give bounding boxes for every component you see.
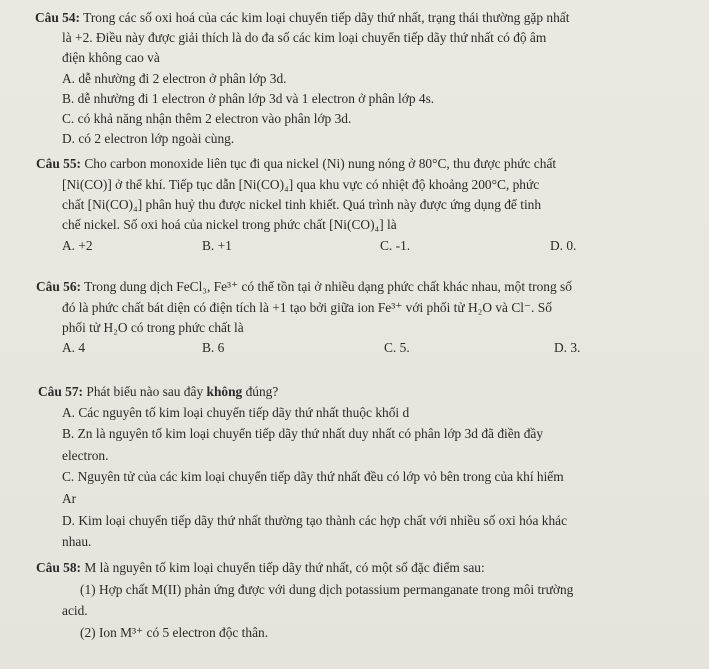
- question-56-label: Câu 56:: [36, 279, 82, 294]
- question-55-line-2: [Ni(CO)] ở thể khí. Tiếp tục dẫn [Ni(CO)₄] qua khu vực có nhiệt độ khoảng 200°C, phức: [62, 177, 540, 192]
- question-55-option-d: D. 0.: [550, 238, 577, 253]
- question-58-statement-1: (1) Hợp chất M(II) phản ứng được với dung dịch potassium permanganate trong môi trường: [80, 582, 574, 597]
- question-56-option-a: A. 4: [62, 340, 86, 355]
- question-54-option-a: A. dễ nhường đi 2 electron ở phân lớp 3d.: [62, 71, 287, 86]
- question-57-option-c-line-1: C. Nguyên tử của các kim loại chuyển tiếp dãy thứ nhất đều có lớp vỏ bên trong của khí hiếm: [62, 469, 564, 484]
- question-54-text-1: Trong các số oxi hoá của các kim loại chuyển tiếp dãy thứ nhất, trạng thái thường gặp nhất: [83, 10, 570, 25]
- question-54-label: Câu 54:: [35, 10, 81, 25]
- question-57-option-a: A. Các nguyên tố kim loại chuyển tiếp dãy thứ nhất thuộc khối d: [62, 405, 410, 420]
- question-55-label: Câu 55:: [36, 156, 82, 171]
- question-56-option-c: C. 5.: [384, 340, 410, 355]
- question-55-line-4: chế nickel. Số oxi hoá của nickel trong phức chất [Ni(CO)₄] là: [62, 217, 397, 232]
- question-56-line-2: đó là phức chất bát diện có điện tích là +1 tạo bởi giữa ion Fe³⁺ với phối tử H₂O và Cl⁻. Số: [62, 300, 552, 315]
- question-55-line-1: [36, 156, 556, 172]
- question-57-line-1: [38, 384, 278, 400]
- question-58-text-1: M là nguyên tố kim loại chuyển tiếp dãy thứ nhất, có một số đặc điểm sau:: [84, 560, 485, 575]
- question-55-text-1: Cho carbon monoxide liên tục đi qua nickel (Ni) nung nóng ở 80°C, thu được phức chất: [84, 156, 557, 171]
- question-54-line-2: là +2. Điều này được giải thích là do đa số các kim loại chuyển tiếp dãy thứ nhất có độ âm: [62, 30, 547, 45]
- question-56-option-b: B. 6: [202, 340, 225, 355]
- question-58-line-1: [36, 560, 485, 576]
- question-54-line-3: điện không cao và: [62, 50, 160, 65]
- question-54-line-1: [35, 10, 569, 26]
- question-55-option-b: B. +1: [202, 238, 232, 253]
- question-57-text-1c: đúng?: [242, 384, 279, 399]
- question-54-option-c: C. có khả năng nhận thêm 2 electron vào phân lớp 3d.: [62, 111, 352, 126]
- question-55-option-a: A. +2: [62, 238, 93, 253]
- question-57-option-b-line-1: B. Zn là nguyên tố kim loại chuyển tiếp dãy thứ nhất duy nhất có phân lớp 3d đã điền đầy: [62, 426, 544, 441]
- question-57-text-1a: Phát biểu nào sau đây: [86, 384, 207, 399]
- question-55-option-c: C. -1.: [380, 238, 411, 253]
- question-54-option-d: D. có 2 electron lớp ngoài cùng.: [62, 131, 235, 146]
- question-56-line-1: [36, 279, 572, 295]
- question-58-statement-1-cont: acid.: [62, 603, 88, 618]
- question-57-negation: không: [206, 384, 243, 399]
- question-54-option-b: B. dễ nhường đi 1 electron ở phân lớp 3d và 1 electron ở phân lớp 4s.: [62, 91, 435, 106]
- question-57-option-d-line-2: nhau.: [62, 534, 92, 549]
- question-58-label: Câu 58:: [36, 560, 82, 575]
- question-56-line-3: phối tử H₂O có trong phức chất là: [62, 320, 244, 335]
- question-58-statement-2: (2) Ion M³⁺ có 5 electron độc thân.: [80, 625, 269, 640]
- question-56-option-d: D. 3.: [554, 340, 581, 355]
- question-55-line-3: chất [Ni(CO)₄] phân huỷ thu được nickel tinh khiết. Quá trình này được ứng dụng để tinh: [62, 197, 542, 212]
- question-57-option-b-line-2: electron.: [62, 448, 109, 463]
- question-57-option-d-line-1: D. Kim loại chuyển tiếp dãy thứ nhất thường tạo thành các hợp chất với nhiều số oxi hóa khác: [62, 513, 568, 528]
- question-57-label: Câu 57:: [38, 384, 84, 399]
- question-56-text-1: Trong dung dịch FeCl₃, Fe³⁺ có thể tồn tại ở nhiều dạng phức chất khác nhau, một trong số: [84, 279, 572, 294]
- question-57-option-c-line-2: Ar: [62, 491, 77, 506]
